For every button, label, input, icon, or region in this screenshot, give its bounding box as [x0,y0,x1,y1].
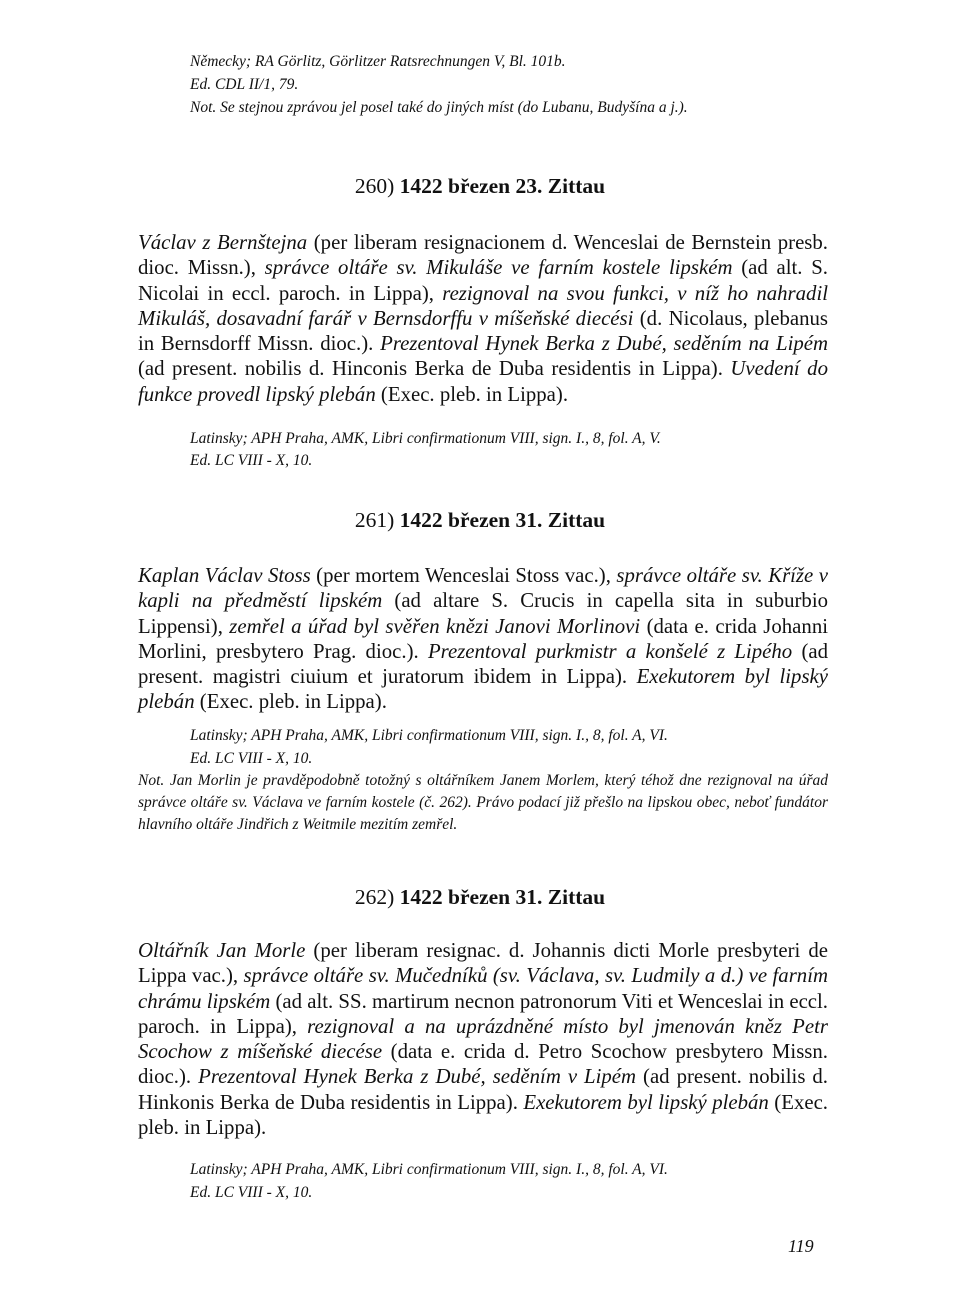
text-run: (ad alt. SS. martirum necnon patronorum Viti et Wenceslai in eccl. paroch. in Lippa), [138,989,829,1038]
entry-number: 262) [354,885,395,909]
text-run: (ad present. nobilis d. Hinconis Berka de Duba residentis in Lippa). [138,357,731,381]
entry-261-heading [0,506,960,534]
italic-run: Uvedení do funkce provedl lipský plebán [138,357,828,406]
italic-run: Kaplan Václav Stoss [138,564,311,587]
text-run: (ad alt. S. Nicolai in eccl. paroch. in Lippa), [138,256,828,305]
entry-date: 1422 březen 31. Zittau [399,508,606,532]
text-run: (Exec. pleb. in Lippa). [138,1090,828,1140]
top-note-remark: Not. Se stejnou zprávou jel posel také do jiných míst (do Lubanu, Budyšína a j.). [190,99,688,116]
italic-run: Exekutorem byl lipský plebán [138,665,829,714]
italic-run: Exekutorem byl lipský plebán [523,1090,769,1114]
italic-run: Prezentoval Hynek Berka z Dubé, seděním v Lipém [198,1065,637,1089]
entry-260-body [138,230,828,407]
text-run: (d. Nicolaus, plebanus in Bernsdorff Missn. dioc.). [138,306,828,356]
entry-262-source: Latinsky; APH Praha, AMK, Libri confirmationum VIII, sign. I., 8, fol. A, VI. [190,1161,668,1178]
entry-number: 260) [354,174,395,198]
entry-261-source: Latinsky; APH Praha, AMK, Libri confirmationum VIII, sign. I., 8, fol. A, VI. [190,727,668,744]
text-run: (Exec. pleb. in Lippa). [194,690,387,714]
italic-run: správce oltáře sv. Kříže v kapli na předměstí lipském [138,564,828,613]
italic-run: zemřel a úřad byl svěřen knězi Janovi Morlinovi [229,614,641,638]
text-run: (data e. crida d. Petro Scochow presbytero Missn. dioc.). [138,1040,828,1089]
page-number: 119 [788,1236,814,1256]
text-run: (ad present. magistri ciuium et juratorum ibidem in Lippa). [138,639,828,689]
text-run: (data e. crida Johanni Morlini, presbytero Prag. dioc.). [138,614,828,663]
italic-run: Václav z Bernštejna [138,231,308,254]
text-run: (ad altare S. Crucis in capella sita in suburbio Lippensi), [138,589,829,638]
text-run: (ad present. nobilis d. Hinkonis Berka de Duba residentis in Lippa). [138,1065,829,1114]
italic-run: Oltářník Jan Morle [138,939,306,962]
entry-262-edition: Ed. LC VIII - X, 10. [190,1184,313,1201]
text-run: (Exec. pleb. in Lippa). [375,382,569,406]
italic-run: Prezentoval purkmistr a konšelé z Lipého [427,639,793,663]
entry-260-edition: Ed. LC VIII - X, 10. [190,452,313,469]
entry-261-note: Not. Jan Morlin je pravděpodobně totožný s oltářníkem Janem Morlem, který téhož dne rezignoval na úřad správce oltáře sv. Václava ve farním kostele (č. 262). Právo podací již přešlo na lipskou obec, neboť fundátor hlavního oltáře Jindřich z Weitmile mezitím zemřel. [138,772,828,833]
text-run: (per liberam resignacionem d. Wenceslai de Bernstein presb. dioc. Missn.), [138,231,828,280]
entry-262-body [138,938,828,1140]
text-run: (per mortem Wenceslai Stoss vac.), [310,564,617,587]
italic-run: rezignoval na svou funkci, v níž ho nahradil Mikuláš, dosavadní farář v Bernsdorffu v míšeňské diecési [138,281,828,330]
italic-run: správce oltáře sv. Mikuláše ve farním kostele lipském [264,256,733,280]
entry-260-heading [0,172,960,200]
entry-260-source: Latinsky; APH Praha, AMK, Libri confirmationum VIII, sign. I., 8, fol. A, V. [190,430,661,447]
entry-261-edition: Ed. LC VIII - X, 10. [190,750,313,767]
top-note-edition: Ed. CDL II/1, 79. [190,76,299,93]
entry-date: 1422 březen 31. Zittau [399,885,606,909]
entry-261-body [138,563,828,715]
entry-number: 261) [354,508,395,532]
italic-run: správce oltáře sv. Mučedníků (sv. Václava, sv. Ludmily a d.) ve farním chrámu lipském [138,964,828,1013]
italic-run: rezignoval a na uprázdněné místo byl jmenován kněz Petr Scochow z míšeňské diecése [138,1014,828,1064]
text-run: (per liberam resignac. d. Johannis dicti Morle presbyteri de Lippa vac.), [138,939,828,988]
entry-262-heading [0,883,960,911]
entry-date: 1422 březen 23. Zittau [399,174,606,198]
top-note-language: Německy; RA Görlitz, Görlitzer Ratsrechnungen V, Bl. 101b. [190,53,566,70]
italic-run: Prezentoval Hynek Berka z Dubé, seděním na Lipém [380,332,829,356]
